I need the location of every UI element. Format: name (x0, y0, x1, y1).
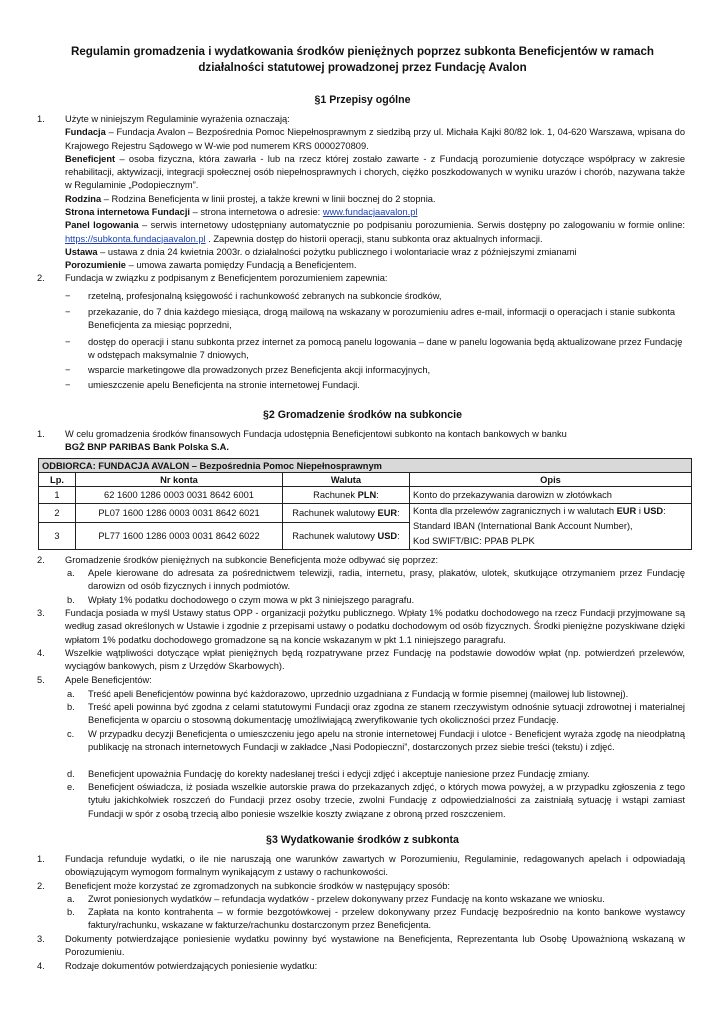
definition-text: – Rodzina Beneficjenta w linii prostej, a także krewni w linii bocznej do 2 stopnia. (103, 193, 436, 204)
row-lp: 2 (39, 504, 76, 523)
website-link[interactable]: www.fundacjaavalon.pl (322, 207, 418, 218)
column-header-lp: Lp. (39, 473, 76, 487)
definition-text: – umowa zawarta pomiędzy Fundacją a Beneficjentem. (128, 260, 357, 271)
s1-definitions (65, 113, 685, 273)
bullet-3: dostęp do operacji i stanu subkonta przez internet za pomocą panelu logowania – dane w panelu logowania będą aktualizowane przez Fundację w odstępach maksymalnie 7 dniowych, (88, 337, 683, 361)
s2-p5-text: Apele Beneficjentów: (65, 675, 152, 685)
list-marker: c. (67, 729, 75, 739)
column-header-description: Opis (410, 473, 692, 487)
row-account-number: 62 1600 1286 0003 0031 8642 6001 (76, 487, 283, 504)
s3-p3-text: Dokumenty potwierdzające poniesienie wydatku powinny być wystawione na Beneficjenta, Reprezentanta lub Osobę Upoważnioną wskazaną w Porozumieniu. (65, 934, 685, 958)
row-currency: Rachunek walutowy EUR: (283, 504, 410, 523)
column-header-account: Nr konta (76, 473, 283, 487)
s2-p2-item-a: Apele kierowane do adresata za pośrednictwem telewizji, radia, internetu, prasy, plakatów, ulotek, skutkujące otrzymaniem przez Fundację darowizn od osób fizycznych i innych podmiotów. (88, 568, 685, 592)
definition-text: – serwis internetowy udostępniany automatycznie po podpisaniu porozumienia. Serwis dostępny po zalogowaniu w formie online: (142, 220, 685, 231)
dash-bullet: − (65, 337, 71, 347)
definition-panel (65, 219, 685, 246)
s2-p2-number: 2. (37, 555, 45, 565)
definition-text: – osoba fizyczna, która zawarła - lub na rzecz której zostało zawarte - z Fundacją porozumienie dotyczące współpracy w zakresie rehabilitacji, aktywizacji, integracji społecznej osób niepełnosprawnych i chorych, ciężko poszkodowanych w wyniku urazów i chorób, nazywana także w Regulaminie „Podopiecznym”. (65, 153, 685, 191)
section-1-title: §1 Przepisy ogólne (314, 94, 411, 106)
list-marker: b. (67, 907, 75, 917)
s2-p5-item-e: Beneficjent oświadcza, iż posiada wszelkie autorskie prawa do przekazanych zdjęć, o których mowa powyżej, a w przypadku zgłoszenia z tego tytułu jakichkolwiek roszczeń do Fundacji przez osoby trzecie, zwolni Fundację z odpowiedzialności za zaistniałą sytuację i wstąpi zamiast Fundacji w spór z osobą trzecią albo poniesie wszelkie koszty związane z obroną przed roszczeniem. (88, 782, 685, 819)
section-3-title: §3 Wydatkowanie środków z subkonta (266, 834, 459, 846)
row-lp: 1 (39, 487, 76, 504)
s2-p3-text: Fundacja posiada w myśl Ustawy status OPP - organizacji pożytku publicznego. Wpłaty 1% podatku dochodowego na rzecz Fundacji przyjmowane są według zasad określonych w Ustawie i zgodnie z przepisami ustawy o podatku dochodowym od osób fizycznych. Środki pieniężne pozyskiwane dzięki wpłatom 1% podatku dochodowego gromadzone są na koncie wskazanym w pkt 1.1 niniejszego paragrafu. (65, 608, 685, 645)
dash-bullet: − (65, 291, 71, 301)
s3-p2-text: Beneficjent może korzystać ze zgromadzonych na subkoncie środków w następujący sposób: (65, 881, 450, 891)
bank-name: BGŻ BNP PARIBAS Bank Polska S.A. (65, 442, 229, 453)
s2-p4-text: Wszelkie wątpliwości dotyczące wpłat pieniężnych będą rozpatrywane przez Fundację na podstawie dowodów wpłat (np. potwierdzeń przelewów, wyciągów bankowych, pism z Urzędów Skarbowych). (65, 648, 685, 672)
panel-link[interactable]: https://subkonta.fundacjaavalon.pl (65, 233, 206, 244)
term: Fundacja (65, 127, 106, 138)
accounts-table (38, 458, 692, 550)
term: Ustawa (65, 246, 98, 257)
s2-p1-number: 1. (37, 429, 45, 439)
s3-p2-number: 2. (37, 881, 45, 891)
s2-p1-text: W celu gromadzenia środków finansowych Fundacja udostępnia Beneficjentowi subkonto na kontach bankowych w banku (65, 429, 567, 439)
row-currency: Rachunek PLN: (283, 487, 410, 504)
dash-bullet: − (65, 380, 71, 390)
s2-p2-text: Gromadzenie środków pieniężnych na subkoncie Beneficjenta może odbywać się poprzez: (65, 555, 439, 565)
definition-ustawa (65, 246, 685, 259)
s2-p5-item-b: Treść apeli powinna być zgodna z celami statutowymi Fundacji oraz zgodna ze stanem rzeczywistym odnośnie sytuacji zdrowotnej i materialnej Beneficjenta w oparciu o stosowną dokumentację umożliwiającą zweryfikowanie tych okoliczności przez Fundację. (88, 702, 685, 726)
table-recipient-header: ODBIORCA: FUNDACJA AVALON – Bezpośrednia Pomoc Niepełnosprawnym (39, 459, 692, 473)
row-account-number: PL07 1600 1286 0003 0031 8642 6021 (76, 504, 283, 523)
definition-beneficjent (65, 153, 685, 193)
s3-p1-number: 1. (37, 854, 45, 864)
s3-p2-item-a: Zwrot poniesionych wydatków – refundacja wydatków - przelew dokonywany przez Fundację na konto wskazane we wniosku. (88, 894, 605, 904)
row-description: Konto do przekazywania darowizn w złotówkach (410, 487, 692, 504)
s1-p2-intro: Fundacja w związku z podpisanym z Beneficjentem porozumieniem zapewnia: (65, 273, 388, 283)
s1-p2-number: 2. (37, 273, 45, 283)
term: Beneficjent (65, 153, 116, 164)
term: Porozumienie (65, 260, 126, 271)
bullet-1: rzetelną, profesjonalną księgowość i rachunkowość zebranych na subkoncie środków, (88, 291, 442, 301)
s3-p1-text: Fundacja refunduje wydatki, o ile nie naruszają one warunków zawartych w Porozumieniu, Regulaminie, redagowanych apelach i odpowiadają obowiązującym wymogom formalnym wynikającym z ustawy o rachunkowości. (65, 854, 685, 878)
definition-text: – ustawa z dnia 24 kwietnia 2003r. o działalności pożytku publicznego i wolontariacie wraz z późniejszymi zmianami (100, 246, 577, 257)
definition-strona (65, 206, 685, 219)
s3-p4-number: 4. (37, 961, 45, 971)
document-title: Regulamin gromadzenia i wydatkowania środków pieniężnych poprzez subkonta Beneficjentów w ramach działalności statutowej prowadzonej przez Fundację Avalon (70, 45, 655, 74)
s1-p1-intro: Użyte w niniejszym Regulaminie wyrażenia oznaczają: (65, 114, 290, 124)
definition-porozumienie (65, 259, 685, 272)
bullet-2: przekazanie, do 7 dnia każdego miesiąca, drogą mailową na wskazany w porozumieniu adres e-mail, informacji o operacjach i stanie subkonta Beneficjenta za miesiąc poprzedni, (88, 307, 676, 331)
list-marker: a. (67, 568, 75, 578)
s2-p5-item-a: Treść apeli Beneficjentów powinna być każdorazowo, uprzednio uzgadniana z Fundacją w formie pisemnej (mailowej lub listownej). (88, 689, 629, 699)
swift-code: Kod SWIFT/BIC: PPAB PLPK (413, 536, 535, 546)
list-marker: a. (67, 689, 75, 699)
s3-p4-text: Rodzaje dokumentów potwierdzających poniesienie wydatku: (65, 961, 318, 971)
section-2-title: §2 Gromadzenie środków na subkoncie (263, 409, 462, 421)
dash-bullet: − (65, 307, 71, 317)
row-lp: 3 (39, 523, 76, 550)
definition-rodzina (65, 193, 685, 206)
term: Rodzina (65, 193, 102, 204)
s2-p5-item-d: Beneficjent upoważnia Fundację do korekty nadesłanej treści i edycji zdjęć i akceptuje naniesione przez Fundację zmiany. (88, 769, 590, 779)
dash-bullet: − (65, 365, 71, 375)
definition-text: – Fundacja Avalon – Bezpośrednia Pomoc Niepełnosprawnym z siedzibą przy ul. Michała Kajki 80/82 lok. 1, 04-620 Warszawa, wpisana do Krajowego Rejestru Sądowego w W-wie pod numerem KRS 0000270809. (65, 127, 685, 151)
table-column-headers (39, 473, 692, 487)
s2-p5-item-c: W przypadku decyzji Beneficjenta o umieszczeniu jego apelu na stronie internetowej Fundacji i ulotce - Beneficjent wyraża zgodę na nieodpłatną publikację na stronach internetowych Fundacji w zakładce „Nasi Podopieczni”, dostarczonych przez siebie treści (tekstu) i zdjęć. (88, 729, 685, 753)
iban-note: Standard IBAN (International Bank Account Number), (413, 521, 633, 531)
row-description-foreign: Konta dla przelewów zagranicznych i w walutach EUR i USD: Standard IBAN (International Bank Account Number), Kod SWIFT/BIC: PPAB PLPK (410, 504, 692, 550)
s2-p2-item-b: Wpłaty 1% podatku dochodowego o czym mowa w pkt 3 niniejszego paragrafu. (88, 595, 415, 605)
row-currency: Rachunek walutowy USD: (283, 523, 410, 550)
s3-p3-number: 3. (37, 934, 45, 944)
list-marker: e. (67, 782, 75, 792)
s3-p2-item-b: Zapłata na konto kontrahenta – w formie bezgotówkowej - przelew dokonywany przez Fundację bezpośrednio na konto bankowe wystawcy faktury/rachunku, wskazane w fakturze/rachunku dostarczonym przez Beneficjenta. (88, 907, 685, 931)
s2-p5-number: 5. (37, 675, 45, 685)
term: Panel logowania (65, 220, 139, 231)
list-marker: d. (67, 769, 75, 779)
bullet-4: wsparcie marketingowe dla prowadzonych przez Beneficjenta akcji informacyjnych, (88, 365, 431, 375)
term: Strona internetowa Fundacji (65, 207, 191, 218)
table-row (39, 487, 692, 504)
table-row (39, 504, 692, 523)
definition-text: – strona internetowa o adresie: (192, 207, 321, 218)
s2-p3-number: 3. (37, 608, 45, 618)
bullet-5: umieszczenie apelu Beneficjenta na stronie internetowej Fundacji. (88, 380, 360, 390)
definition-text-cont: . Zapewnia dostęp do historii operacji, stanu subkonta oraz aktualnych informacji. (208, 233, 543, 244)
list-marker: b. (67, 595, 75, 605)
s2-p1 (65, 428, 685, 455)
definition-fundacja (65, 126, 685, 153)
list-marker: b. (67, 702, 75, 712)
list-marker: a. (67, 894, 75, 904)
column-header-currency: Waluta (283, 473, 410, 487)
s2-p4-number: 4. (37, 648, 45, 658)
s1-p1-number: 1. (37, 114, 45, 124)
row-account-number: PL77 1600 1286 0003 0031 8642 6022 (76, 523, 283, 550)
